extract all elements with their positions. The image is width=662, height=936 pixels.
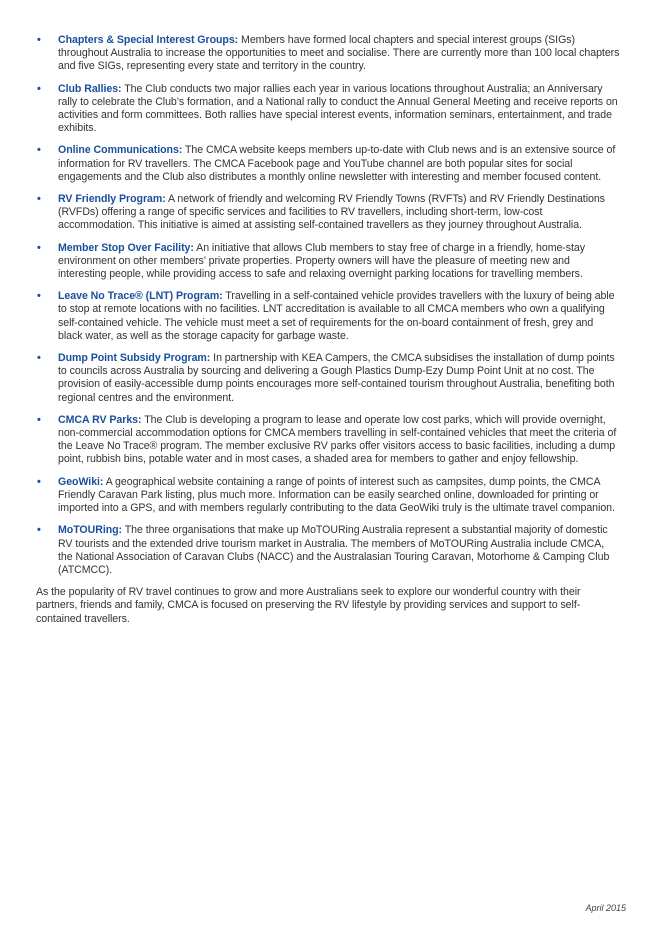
- item-term: RV Friendly Program:: [58, 193, 166, 206]
- item-text: Members have formed local chapters and special interest groups (SIGs) throughout Australia to increase the opportunities to meet and socialise. There are currently more than 100 local chapters and five SIGs, representing every state and territory in the country.: [58, 34, 620, 73]
- item-text: Travelling in a self-contained vehicle provides travellers with the luxury of being able to stop at remote locations with no facilities. LNT accreditation is available to all CMCA members who own a qualifying self-contained vehicle. The vehicle must meet a set of requirements for the on-board containment of fresh, grey and black water, as well as the storage capacity for garbage waste.: [58, 290, 615, 342]
- list-item: [36, 352, 620, 405]
- bullet-icon: •: [37, 241, 41, 254]
- item-text: The three organisations that make up MoTOURing Australia represent a substantial majority of domestic RV tourists and the extended drive tourism market in Australia. The members of MoTOURing Australia include CMCA, the National Association of Caravan Clubs (NACC) and the Australasian Touring Caravan, Motorhome & Camping Club (ATCMCC).: [58, 524, 610, 576]
- list-item: [36, 476, 620, 516]
- item-term: Dump Point Subsidy Program:: [58, 352, 211, 365]
- item-term: GeoWiki:: [58, 475, 104, 488]
- list-item: [36, 290, 620, 343]
- list-item: [36, 524, 620, 577]
- bullet-icon: •: [37, 475, 41, 488]
- bullet-icon: •: [37, 413, 41, 426]
- bullet-icon: •: [37, 290, 41, 303]
- item-text: The Club conducts two major rallies each year in various locations throughout Australia; an Anniversary rally to celebrate the Club’s formation, and a National rally to conduct the Annual General Meeting and receive reports on activities and form committees. Both rallies have special interest events, information seminars, entertainment, and trade exhibits.: [58, 82, 618, 135]
- bullet-icon: •: [37, 34, 41, 46]
- page-content: [36, 34, 620, 626]
- list-item: [36, 242, 620, 282]
- item-text: The Club is developing a program to lease and operate low cost parks, which will provide overnight, non-commercial accommodation options for CMCA members travelling in self-contained vehicles that meet the criteria of the Leave No Trace® program. The member exclusive RV parks offer visitors access to basic facilities, including a dump point, rubbish bins, potable water and in most cases, a shaded area for members to gather and enjoy fellowship.: [58, 413, 617, 466]
- item-term: Chapters & Special Interest Groups:: [58, 34, 239, 46]
- footer-date: April 2015: [585, 903, 626, 913]
- item-text: A geographical website containing a range of points of interest such as campsites, dump points, the CMCA Friendly Caravan Park listing, plus much more. Information can be easily searched online, downloaded for printing or imported into a GPS, and with members regularly contributing to the data GeoWiki truly is the ultimate travel companion.: [58, 475, 615, 515]
- item-term: CMCA RV Parks:: [58, 413, 142, 426]
- item-term: MoTOURing:: [58, 524, 123, 537]
- bullet-icon: •: [37, 144, 41, 157]
- list-item: [36, 83, 620, 136]
- closing-paragraph: As the popularity of RV travel continues to grow and more Australians seek to explore our wonderful country with their partners, friends and family, CMCA is focused on preserving the RV lifestyle by providing services and support to self-contained travellers.: [36, 586, 581, 625]
- bullet-icon: •: [37, 524, 41, 537]
- list-item: [36, 414, 620, 467]
- item-text: In partnership with KEA Campers, the CMCA subsidises the installation of dump points to councils across Australia by sourcing and delivering a Gough Plastics Dump-Ezy Dump Point Unit at no cost. The provision of easily-accessible dump points encourages more self-contained tourism throughout Australia, benefiting both regional centres and the environment.: [58, 352, 615, 404]
- item-term: Leave No Trace® (LNT) Program:: [58, 290, 223, 303]
- feature-list: [36, 34, 620, 577]
- list-item: [36, 193, 620, 233]
- item-text: A network of friendly and welcoming RV Friendly Towns (RVFTs) and RV Friendly Destinations (RVFDs) offering a range of specific services and facilities to RV travellers, including short-term, low-cost accommodation. This initiative is aimed at assisting self-contained travellers as they journey throughout Australia.: [58, 193, 605, 232]
- list-item: [36, 34, 620, 74]
- list-item: [36, 144, 620, 184]
- item-term: Club Rallies:: [58, 82, 122, 95]
- bullet-icon: •: [37, 352, 41, 365]
- item-term: Member Stop Over Facility:: [58, 241, 194, 254]
- item-text: The CMCA website keeps members up-to-date with Club news and is an extensive source of information for RV travellers. The CMCA Facebook page and YouTube channel are both popular sites for social engagements and the Club also distributes a monthly online newsletter with interesting and member focused content.: [58, 144, 616, 183]
- bullet-icon: •: [37, 193, 41, 206]
- bullet-icon: •: [37, 82, 41, 95]
- item-term: Online Communications:: [58, 144, 183, 157]
- item-text: An initiative that allows Club members to stay free of charge in a friendly, home-stay environment on other members’ private properties. Property owners will have the pleasure of meeting new and interesting people, while providing access to safe and relaxing overnight parking locations for travelling members.: [58, 241, 586, 281]
